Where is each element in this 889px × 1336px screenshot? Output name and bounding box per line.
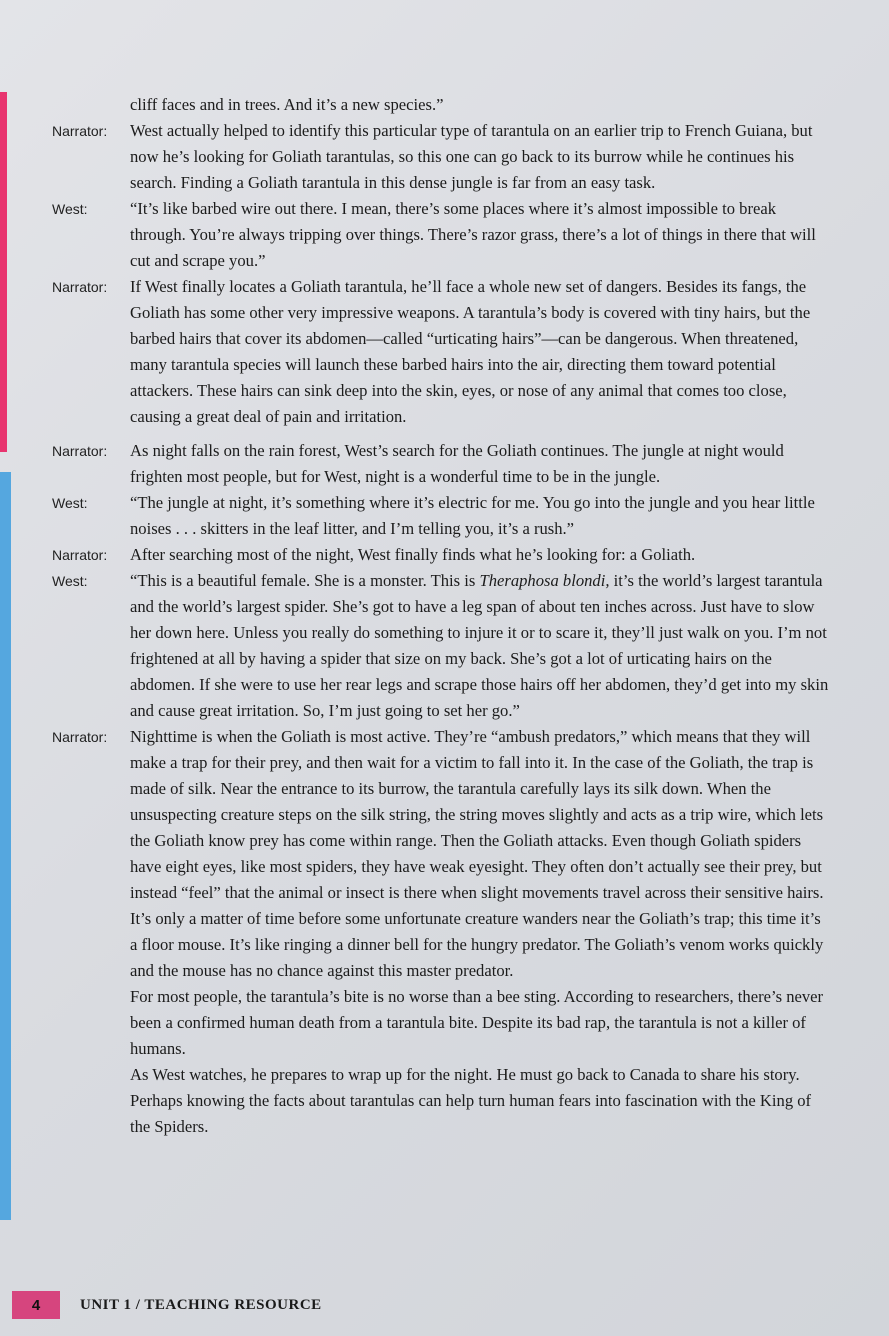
- transcript: [52, 92, 832, 1140]
- speaker-label: Narrator:: [52, 123, 108, 139]
- speaker-text: [130, 724, 832, 1140]
- page-footer: [12, 1291, 322, 1319]
- paragraph: As West watches, he prepares to wrap up for the night. He must go back to Canada to share his story. Perhaps knowing the facts about tarantulas can help turn human fears into fascination with the King of the Spiders.: [130, 1065, 812, 1136]
- text-segment: it’s the world’s largest tarantula and the world’s largest spider. She’s got to have a leg span of about ten inches across. Just have to slow her down here. Unless you really do something to injure it or to scare it, they’ll just walk on you. I’m not frightened at all by having a spider that size on my back. She’s got a lot of urticating hairs on the abdomen. If she were to use her rear legs and scrape those hairs off her abdomen, they’d get into my skin and cause great irritation. So, I’m just going to set her go.”: [130, 571, 829, 720]
- transcript-row: [52, 542, 832, 568]
- speaker-label: Narrator:: [52, 547, 108, 563]
- text-segment: “This is a beautiful female. She is a monster. This is: [130, 571, 480, 590]
- page-edge-blue-tab: [0, 472, 11, 1220]
- speaker-text: [130, 568, 832, 724]
- speaker-label: Narrator:: [52, 279, 108, 295]
- speaker-text: cliff faces and in trees. And it’s a new species.”: [130, 95, 444, 114]
- speaker-text: “The jungle at night, it’s something where it’s electric for me. You go into the jungle and you hear little noises . . . skitters in the leaf litter, and I’m telling you, it’s a rush.”: [130, 493, 815, 538]
- speaker-label: Narrator:: [52, 729, 108, 745]
- species-name: Theraphosa blondi,: [479, 571, 610, 590]
- transcript-row: [52, 438, 832, 490]
- speaker-label: West:: [52, 573, 88, 589]
- transcript-row: [52, 274, 832, 430]
- speaker-label: West:: [52, 495, 88, 511]
- transcript-row: [52, 568, 832, 724]
- speaker-text: West actually helped to identify this particular type of tarantula on an earlier trip to French Guiana, but now he’s looking for Goliath tarantulas, so this one can go back to its burrow while he continues his search. Finding a Goliath tarantula in this dense jungle is far from an easy task.: [130, 121, 813, 192]
- speaker-label: West:: [52, 201, 88, 217]
- transcript-row: [52, 118, 832, 196]
- speaker-label: Narrator:: [52, 443, 108, 459]
- page-number: 4: [12, 1291, 60, 1319]
- transcript-row: [52, 92, 832, 118]
- page-edge-pink-tab: [0, 92, 7, 452]
- speaker-text: If West finally locates a Goliath tarantula, he’ll face a whole new set of dangers. Besides its fangs, the Goliath has some other very impressive weapons. A tarantula’s body is covered with tiny hairs, but the barbed hairs that cover its abdomen—called “urticating hairs”—can be dangerous. When threatened, many tarantula species will launch these barbed hairs into the air, directing them toward potential attackers. These hairs can sink deep into the skin, eyes, or nose of any animal that comes too close, causing a great deal of pain and irritation.: [130, 277, 811, 426]
- running-footer-label: UNIT 1 / TEACHING RESOURCE: [80, 1296, 322, 1313]
- speaker-text: As night falls on the rain forest, West’s search for the Goliath continues. The jungle at night would frighten most people, but for West, night is a wonderful time to be in the jungle.: [130, 441, 784, 486]
- paragraph: For most people, the tarantula’s bite is no worse than a bee sting. According to researchers, there’s never been a confirmed human death from a tarantula bite. Despite its bad rap, the tarantula is not a killer of humans.: [130, 987, 824, 1058]
- transcript-row: [52, 724, 832, 1140]
- transcript-row: [52, 196, 832, 274]
- speaker-text: “It’s like barbed wire out there. I mean, there’s some places where it’s almost impossible to break through. You’re always tripping over things. There’s razor grass, there’s a lot of things in there that will cut and scrape you.”: [130, 199, 816, 270]
- transcript-row: [52, 490, 832, 542]
- paragraph: Nighttime is when the Goliath is most active. They’re “ambush predators,” which means that they will make a trap for their prey, and then wait for a victim to fall into it. In the case of the Goliath, the trap is made of silk. Near the entrance to its burrow, the tarantula carefully lays its silk down. When the unsuspecting creature steps on the silk string, the string moves slightly and acts as a trip wire, which lets the Goliath know prey has come within range. Then the Goliath attacks. Even though Goliath spiders have eight eyes, like most spiders, they have weak eyesight. They often don’t actually see their prey, but instead “feel” that the animal or insect is there when slight movements travel across their sensitive hairs. It’s only a matter of time before some unfortunate creature wanders near the Goliath’s trap; this time it’s a floor mouse. It’s like ringing a dinner bell for the hungry predator. The Goliath’s venom works quickly and the mouse has no chance against this master predator.: [130, 727, 824, 980]
- speaker-text: After searching most of the night, West finally finds what he’s looking for: a Goliath.: [130, 545, 696, 564]
